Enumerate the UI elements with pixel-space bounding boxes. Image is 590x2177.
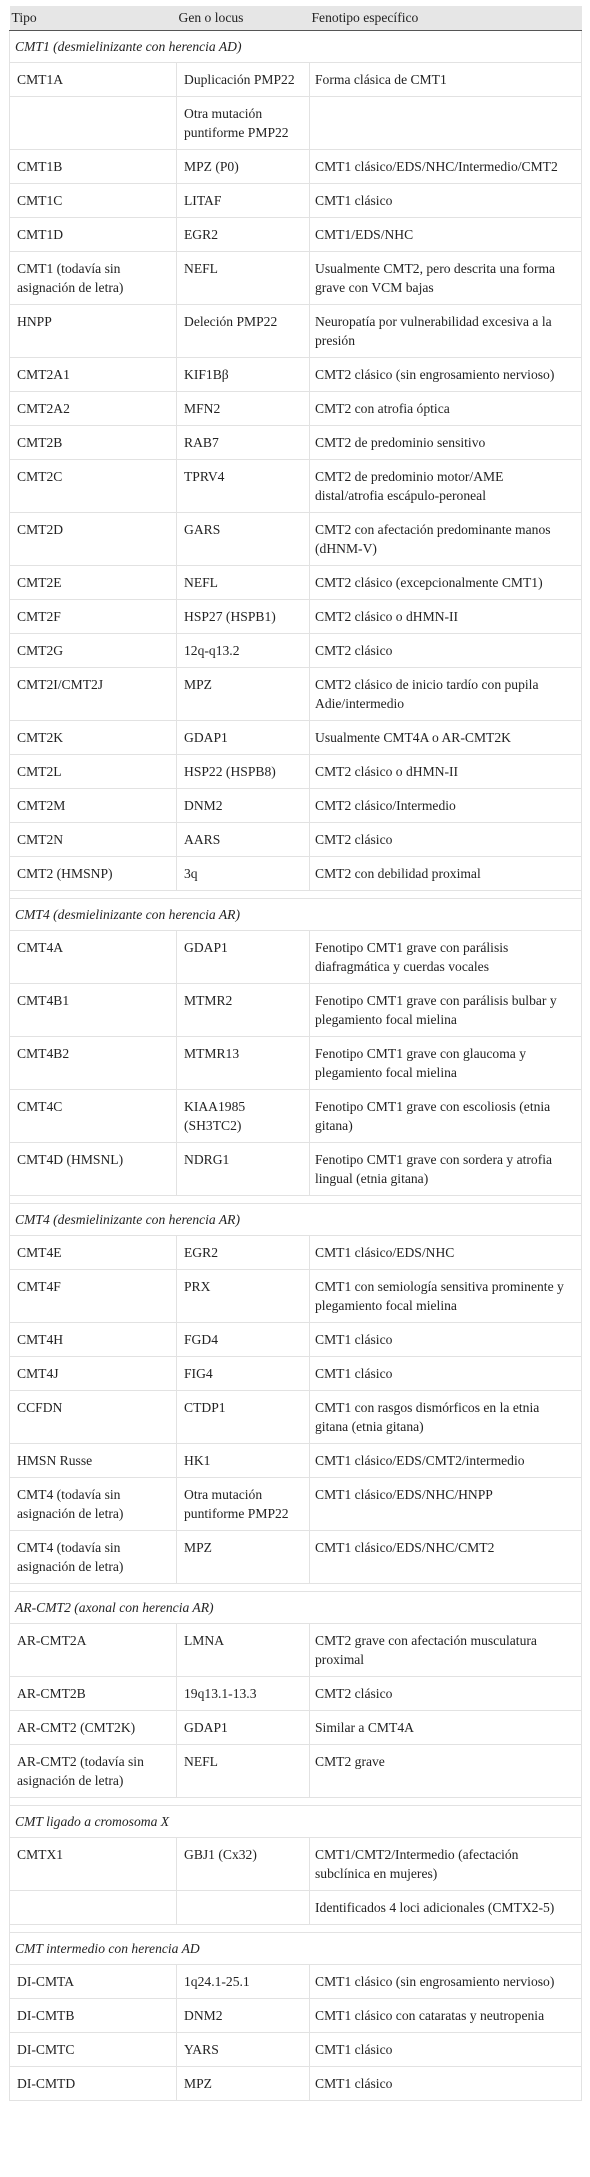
- cell-gen: MFN2: [177, 392, 310, 426]
- cell-tipo: CMT4A: [10, 931, 177, 984]
- cell-gen: MPZ: [177, 668, 310, 721]
- header-tipo: Tipo: [10, 6, 177, 31]
- cell-gen: 3q: [177, 857, 310, 891]
- section-spacer: [10, 891, 582, 899]
- cell-gen: Otra mutación puntiforme PMP22: [177, 1478, 310, 1531]
- table-row: [10, 1624, 582, 1677]
- header-fenotipo: Fenotipo específico: [310, 6, 582, 31]
- section-title: CMT intermedio con herencia AD: [10, 1933, 582, 1965]
- cell-tipo: CMT2C: [10, 460, 177, 513]
- cell-fenotipo: Fenotipo CMT1 grave con escoliosis (etnia gitana): [310, 1090, 582, 1143]
- table-row: [10, 252, 582, 305]
- section-spacer: [10, 1925, 582, 1933]
- section-heading-row: [10, 31, 582, 63]
- section-title: CMT4 (desmielinizante con herencia AR): [10, 899, 582, 931]
- cell-gen: EGR2: [177, 1236, 310, 1270]
- table-row: [10, 600, 582, 634]
- table-row: [10, 150, 582, 184]
- cell-gen: MPZ: [177, 2067, 310, 2101]
- cell-gen: GDAP1: [177, 721, 310, 755]
- table-row: [10, 426, 582, 460]
- header-gen: Gen o locus: [177, 6, 310, 31]
- table-row: [10, 184, 582, 218]
- table-row: [10, 2033, 582, 2067]
- cell-tipo: CMT2K: [10, 721, 177, 755]
- cell-tipo: CMT1C: [10, 184, 177, 218]
- cell-fenotipo: CMT2 de predominio motor/AME distal/atrofia escápulo-peroneal: [310, 460, 582, 513]
- cmt-classification-table: [9, 6, 582, 2101]
- cell-tipo: DI-CMTB: [10, 1999, 177, 2033]
- cell-gen: DNM2: [177, 789, 310, 823]
- cell-fenotipo: Fenotipo CMT1 grave con glaucoma y plegamiento focal mielina: [310, 1037, 582, 1090]
- cell-gen: MPZ: [177, 1531, 310, 1584]
- table-row: [10, 1531, 582, 1584]
- cell-tipo: DI-CMTD: [10, 2067, 177, 2101]
- cell-fenotipo: CMT2 clásico o dHMN-II: [310, 755, 582, 789]
- table-row: [10, 1357, 582, 1391]
- table-row: [10, 984, 582, 1037]
- cell-gen: LITAF: [177, 184, 310, 218]
- table-row: [10, 931, 582, 984]
- cell-gen: FGD4: [177, 1323, 310, 1357]
- cell-tipo: CMT4B1: [10, 984, 177, 1037]
- cell-tipo: [10, 97, 177, 150]
- cell-tipo: HNPP: [10, 305, 177, 358]
- table-row: [10, 305, 582, 358]
- cell-fenotipo: CMT1 clásico: [310, 2067, 582, 2101]
- cell-gen: MPZ (P0): [177, 150, 310, 184]
- cell-tipo: AR-CMT2B: [10, 1677, 177, 1711]
- cell-gen: [177, 1891, 310, 1925]
- cell-fenotipo: Neuropatía por vulnerabilidad excesiva a la presión: [310, 305, 582, 358]
- section-heading-row: [10, 1592, 582, 1624]
- cell-tipo: CMT1D: [10, 218, 177, 252]
- table-row: [10, 392, 582, 426]
- cell-gen: GARS: [177, 513, 310, 566]
- cell-tipo: DI-CMTA: [10, 1965, 177, 1999]
- cell-fenotipo: CMT1 clásico: [310, 1357, 582, 1391]
- cell-fenotipo: Fenotipo CMT1 grave con parálisis diafragmática y cuerdas vocales: [310, 931, 582, 984]
- table-row: [10, 1677, 582, 1711]
- cell-fenotipo: CMT1 con semiología sensitiva prominente y plegamiento focal mielina: [310, 1270, 582, 1323]
- table-row: [10, 218, 582, 252]
- section-spacer: [10, 1584, 582, 1592]
- section-heading-row: [10, 1806, 582, 1838]
- cell-gen: Duplicación PMP22: [177, 63, 310, 97]
- cell-gen: NEFL: [177, 566, 310, 600]
- cell-gen: 1q24.1-25.1: [177, 1965, 310, 1999]
- cell-fenotipo: CMT1/EDS/NHC: [310, 218, 582, 252]
- cell-gen: KIAA1985 (SH3TC2): [177, 1090, 310, 1143]
- table-row: [10, 1143, 582, 1196]
- cell-fenotipo: Usualmente CMT2, pero descrita una forma grave con VCM bajas: [310, 252, 582, 305]
- cell-fenotipo: CMT2 clásico o dHMN-II: [310, 600, 582, 634]
- table-header: [10, 6, 582, 31]
- cell-gen: GBJ1 (Cx32): [177, 1838, 310, 1891]
- cell-fenotipo: CMT1 clásico/EDS/NHC/HNPP: [310, 1478, 582, 1531]
- cell-fenotipo: CMT2 con debilidad proximal: [310, 857, 582, 891]
- cell-tipo: CCFDN: [10, 1391, 177, 1444]
- cell-gen: CTDP1: [177, 1391, 310, 1444]
- cell-tipo: CMTX1: [10, 1838, 177, 1891]
- table-row: [10, 1891, 582, 1925]
- cell-tipo: CMT4C: [10, 1090, 177, 1143]
- section-heading-row: [10, 1933, 582, 1965]
- cell-gen: HSP27 (HSPB1): [177, 600, 310, 634]
- section-title: CMT ligado a cromosoma X: [10, 1806, 582, 1838]
- cell-gen: EGR2: [177, 218, 310, 252]
- cell-tipo: CMT2F: [10, 600, 177, 634]
- cell-fenotipo: CMT1 clásico/EDS/NHC/CMT2: [310, 1531, 582, 1584]
- section-heading-row: [10, 1204, 582, 1236]
- cell-gen: MTMR2: [177, 984, 310, 1037]
- cell-gen: TPRV4: [177, 460, 310, 513]
- cell-gen: FIG4: [177, 1357, 310, 1391]
- cell-fenotipo: CMT1/CMT2/Intermedio (afectación subclínica en mujeres): [310, 1838, 582, 1891]
- cell-fenotipo: CMT2 grave: [310, 1745, 582, 1798]
- cell-fenotipo: [310, 97, 582, 150]
- table-row: [10, 1236, 582, 1270]
- cell-tipo: CMT1A: [10, 63, 177, 97]
- cell-fenotipo: CMT1 clásico: [310, 2033, 582, 2067]
- cell-tipo: CMT4H: [10, 1323, 177, 1357]
- table-row: [10, 97, 582, 150]
- table-row: [10, 1037, 582, 1090]
- table-row: [10, 358, 582, 392]
- cell-tipo: CMT1B: [10, 150, 177, 184]
- table-row: [10, 1323, 582, 1357]
- cell-tipo: CMT4D (HMSNL): [10, 1143, 177, 1196]
- table-row: [10, 1391, 582, 1444]
- cell-tipo: DI-CMTC: [10, 2033, 177, 2067]
- table-row: [10, 513, 582, 566]
- cell-gen: YARS: [177, 2033, 310, 2067]
- table-row: [10, 2067, 582, 2101]
- cell-fenotipo: CMT2 grave con afectación musculatura proximal: [310, 1624, 582, 1677]
- cell-fenotipo: Identificados 4 loci adicionales (CMTX2-5): [310, 1891, 582, 1925]
- table-row: [10, 721, 582, 755]
- cell-fenotipo: CMT1 clásico: [310, 184, 582, 218]
- cell-gen: MTMR13: [177, 1037, 310, 1090]
- cell-fenotipo: CMT1 clásico/EDS/CMT2/intermedio: [310, 1444, 582, 1478]
- cell-tipo: CMT2G: [10, 634, 177, 668]
- table-body: [10, 31, 582, 2101]
- table-row: [10, 1838, 582, 1891]
- cell-fenotipo: Similar a CMT4A: [310, 1711, 582, 1745]
- cell-fenotipo: CMT2 clásico/Intermedio: [310, 789, 582, 823]
- table-row: [10, 1090, 582, 1143]
- cell-gen: GDAP1: [177, 1711, 310, 1745]
- cell-fenotipo: CMT1 clásico/EDS/NHC: [310, 1236, 582, 1270]
- table-row: [10, 566, 582, 600]
- cell-fenotipo: CMT2 clásico: [310, 1677, 582, 1711]
- cell-tipo: CMT2B: [10, 426, 177, 460]
- cell-fenotipo: CMT1 con rasgos dismórficos en la etnia gitana (etnia gitana): [310, 1391, 582, 1444]
- cell-gen: 12q-q13.2: [177, 634, 310, 668]
- cell-tipo: CMT2N: [10, 823, 177, 857]
- cell-gen: NEFL: [177, 252, 310, 305]
- table-row: [10, 460, 582, 513]
- cell-gen: GDAP1: [177, 931, 310, 984]
- table-row: [10, 1965, 582, 1999]
- table-row: [10, 634, 582, 668]
- cell-tipo: AR-CMT2 (todavía sin asignación de letra): [10, 1745, 177, 1798]
- cell-tipo: CMT4F: [10, 1270, 177, 1323]
- cell-fenotipo: Fenotipo CMT1 grave con sordera y atrofia lingual (etnia gitana): [310, 1143, 582, 1196]
- cell-fenotipo: CMT2 con atrofia óptica: [310, 392, 582, 426]
- cell-fenotipo: CMT1 clásico/EDS/NHC/Intermedio/CMT2: [310, 150, 582, 184]
- cell-gen: KIF1Bβ: [177, 358, 310, 392]
- cell-gen: HK1: [177, 1444, 310, 1478]
- table-row: [10, 755, 582, 789]
- table-row: [10, 789, 582, 823]
- cell-tipo: CMT2L: [10, 755, 177, 789]
- cell-gen: RAB7: [177, 426, 310, 460]
- section-title: CMT1 (desmielinizante con herencia AD): [10, 31, 582, 63]
- cell-gen: LMNA: [177, 1624, 310, 1677]
- cell-tipo: CMT2A2: [10, 392, 177, 426]
- table-row: [10, 1711, 582, 1745]
- table-row: [10, 1745, 582, 1798]
- cell-gen: Otra mutación puntiforme PMP22: [177, 97, 310, 150]
- section-heading-row: [10, 899, 582, 931]
- table-row: [10, 1478, 582, 1531]
- cell-fenotipo: CMT2 de predominio sensitivo: [310, 426, 582, 460]
- cell-gen: HSP22 (HSPB8): [177, 755, 310, 789]
- cell-gen: Deleción PMP22: [177, 305, 310, 358]
- cell-tipo: AR-CMT2A: [10, 1624, 177, 1677]
- cell-tipo: CMT2D: [10, 513, 177, 566]
- cell-fenotipo: CMT2 con afectación predominante manos (dHNM-V): [310, 513, 582, 566]
- cell-fenotipo: CMT1 clásico con cataratas y neutropenia: [310, 1999, 582, 2033]
- cell-fenotipo: CMT1 clásico: [310, 1323, 582, 1357]
- cell-fenotipo: Usualmente CMT4A o AR-CMT2K: [310, 721, 582, 755]
- cell-gen: NEFL: [177, 1745, 310, 1798]
- cell-tipo: CMT4J: [10, 1357, 177, 1391]
- cell-gen: 19q13.1-13.3: [177, 1677, 310, 1711]
- cell-tipo: AR-CMT2 (CMT2K): [10, 1711, 177, 1745]
- cell-fenotipo: CMT2 clásico (excepcionalmente CMT1): [310, 566, 582, 600]
- table-row: [10, 857, 582, 891]
- cell-tipo: CMT2E: [10, 566, 177, 600]
- section-spacer: [10, 1196, 582, 1204]
- cell-fenotipo: CMT2 clásico de inicio tardío con pupila Adie/intermedio: [310, 668, 582, 721]
- cell-tipo: CMT4E: [10, 1236, 177, 1270]
- cell-fenotipo: Forma clásica de CMT1: [310, 63, 582, 97]
- table-row: [10, 1444, 582, 1478]
- cell-fenotipo: CMT2 clásico: [310, 634, 582, 668]
- cell-gen: PRX: [177, 1270, 310, 1323]
- table-row: [10, 1270, 582, 1323]
- cell-tipo: CMT4 (todavía sin asignación de letra): [10, 1478, 177, 1531]
- cell-fenotipo: CMT1 clásico (sin engrosamiento nervioso): [310, 1965, 582, 1999]
- section-spacer: [10, 1798, 582, 1806]
- cell-tipo: [10, 1891, 177, 1925]
- cell-tipo: CMT2I/CMT2J: [10, 668, 177, 721]
- section-title: CMT4 (desmielinizante con herencia AR): [10, 1204, 582, 1236]
- cell-gen: DNM2: [177, 1999, 310, 2033]
- cell-tipo: HMSN Russe: [10, 1444, 177, 1478]
- cell-fenotipo: CMT2 clásico: [310, 823, 582, 857]
- cell-gen: AARS: [177, 823, 310, 857]
- cell-fenotipo: CMT2 clásico (sin engrosamiento nervioso): [310, 358, 582, 392]
- cell-tipo: CMT2M: [10, 789, 177, 823]
- cell-tipo: CMT1 (todavía sin asignación de letra): [10, 252, 177, 305]
- cell-gen: NDRG1: [177, 1143, 310, 1196]
- cell-tipo: CMT2 (HMSNP): [10, 857, 177, 891]
- cell-tipo: CMT2A1: [10, 358, 177, 392]
- table-row: [10, 63, 582, 97]
- table-row: [10, 823, 582, 857]
- cell-fenotipo: Fenotipo CMT1 grave con parálisis bulbar y plegamiento focal mielina: [310, 984, 582, 1037]
- table-row: [10, 668, 582, 721]
- section-title: AR-CMT2 (axonal con herencia AR): [10, 1592, 582, 1624]
- cell-tipo: CMT4B2: [10, 1037, 177, 1090]
- table-row: [10, 1999, 582, 2033]
- cell-tipo: CMT4 (todavía sin asignación de letra): [10, 1531, 177, 1584]
